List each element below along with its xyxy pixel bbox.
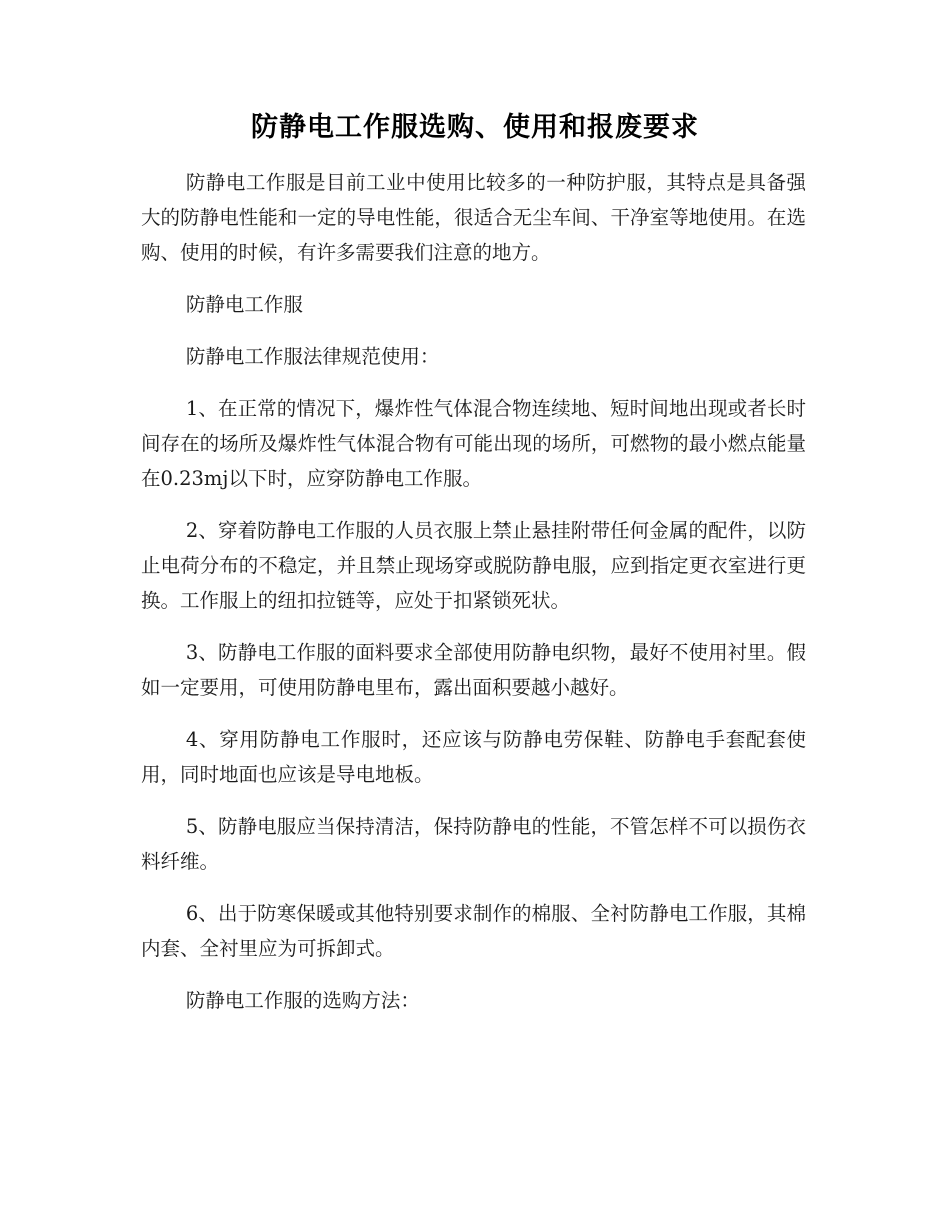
paragraph-rule-3: 3、防静电工作服的面料要求全部使用防静电织物，最好不使用衬里。假如一定要用，可使用防静电里布，露出面积要越小越好。 — [141, 641, 806, 699]
paragraph-rule-4: 4、穿用防静电工作服时，还应该与防静电劳保鞋、防静电手套配套使用，同时地面也应该是导电地板。 — [141, 728, 806, 786]
paragraph-rule-2: 2、穿着防静电工作服的人员衣服上禁止悬挂附带任何金属的配件，以防止电荷分布的不稳定，并且禁止现场穿或脱防静电服，应到指定更衣室进行更换。工作服上的纽扣拉链等，应处于扣紧锁死状。 — [141, 519, 806, 612]
document-title: 防静电工作服选购、使用和报废要求 — [251, 112, 699, 143]
paragraph-heading-clothing: 防静电工作服 — [185, 293, 303, 316]
paragraph-heading-purchase-method: 防静电工作服的选购方法： — [185, 989, 420, 1012]
paragraph-heading-usage-rules: 防静电工作服法律规范使用： — [185, 345, 440, 368]
paragraph-intro: 防静电工作服是目前工业中使用比较多的一种防护服，其特点是具备强大的防静电性能和一定的导电性能，很适合无尘车间、干净室等地使用。在选购、使用的时候，有许多需要我们注意的地方。 — [141, 171, 806, 264]
paragraph-rule-1: 1、在正常的情况下，爆炸性气体混合物连续地、短时间地出现或者长时间存在的场所及爆炸性气体混合物有可能出现的场所，可燃物的最小燃点能量在0.23mj以下时，应穿防静电工作服。 — [141, 397, 806, 490]
paragraph-rule-5: 5、防静电服应当保持清洁，保持防静电的性能，不管怎样不可以损伤衣料纤维。 — [141, 815, 806, 873]
document-body — [141, 165, 806, 1035]
paragraph-rule-6: 6、出于防寒保暖或其他特别要求制作的棉服、全衬防静电工作服，其棉内套、全衬里应为可拆卸式。 — [141, 902, 806, 960]
